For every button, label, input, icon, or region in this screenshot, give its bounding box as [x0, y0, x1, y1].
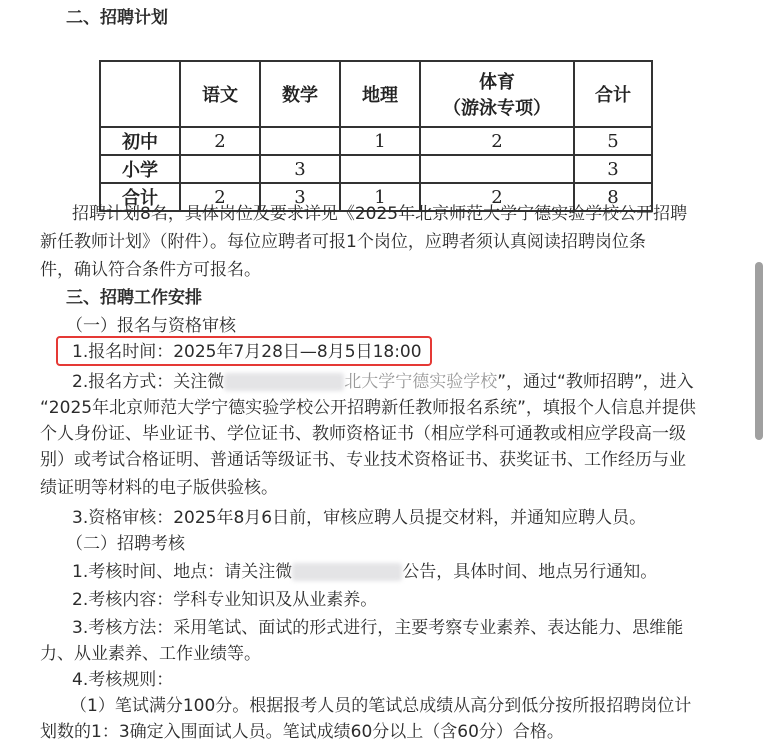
registration-method-suffix: ”，通过“教师招聘”，进入: [497, 372, 694, 392]
registration-method-line: “2025年北京师范大学宁德实验学校公开招聘新任教师报名系统”，填报个人信息并提供: [40, 398, 696, 418]
table-cell: [420, 155, 574, 183]
table-cell: 2: [180, 183, 260, 211]
table-cell: 3: [260, 183, 340, 211]
redacted-text: [292, 563, 402, 581]
table-cell: 8: [574, 183, 652, 211]
table-header-cell: 地理: [340, 61, 420, 127]
table-header-cell: 数学: [260, 61, 340, 127]
sports-sub-label: （游泳专项）: [443, 98, 551, 119]
sports-label: 体育: [479, 72, 515, 93]
exam-method-line: 力、从业素养、工作业绩等。: [40, 644, 261, 664]
row-label: 小学: [100, 155, 180, 183]
subsection-heading-registration: （一）报名与资格审核: [66, 316, 236, 336]
table-cell: 1: [340, 127, 420, 155]
registration-method-line: 个人身份证、毕业证书、学位证书、教师资格证书（相应学科可通教或相应学段高一级: [40, 424, 686, 444]
exam-time-line: [72, 560, 657, 584]
exam-rule-1-line: 划数的1：3确定入围面试人员。笔试成绩60分以上（含60分）合格。: [40, 722, 564, 742]
table-header-cell-sports: [420, 61, 574, 127]
scrollbar-thumb[interactable]: [755, 262, 763, 440]
table-header-cell: 语文: [180, 61, 260, 127]
registration-method-prefix: 2.报名方式：关注微: [72, 372, 225, 392]
table-cell: 1: [340, 183, 420, 211]
row-label: 初中: [100, 127, 180, 155]
subsection-heading-exam: （二）招聘考核: [66, 534, 185, 554]
table-cell: 3: [260, 155, 340, 183]
registration-method-line: [72, 370, 694, 394]
qualification-review-line: 3.资格审核：2025年8月6日前，审核应聘人员提交材料，并通知应聘人员。: [72, 508, 647, 528]
plan-paragraph-line: 新任教师计划》（附件）。每位应聘者可报1个岗位，应聘者须认真阅读招聘岗位条: [40, 232, 646, 252]
registration-method-line: 绩证明等材料的电子版供验核。: [40, 478, 278, 498]
section-heading-arrangement: 三、招聘工作安排: [66, 288, 202, 308]
registration-method-middle: 北大学宁德实验学校: [344, 372, 498, 392]
table-cell: 2: [420, 183, 574, 211]
exam-method-line: 3.考核方法：采用笔试、面试的形式进行，主要考察专业素养、表达能力、思维能: [72, 618, 684, 638]
recruitment-plan-table: [99, 60, 653, 212]
plan-paragraph-line: 件，确认符合条件方可报名。: [40, 260, 261, 280]
registration-time-line: 1.报名时间：2025年7月28日—8月5日18:00: [72, 342, 422, 362]
section-heading-plan: 二、招聘计划: [66, 8, 168, 28]
table-cell: 2: [180, 127, 260, 155]
exam-rule-1-line: （1）笔试满分100分。根据报考人员的笔试总成绩从高分到低分按所报招聘岗位计: [70, 696, 692, 716]
table-header-row: [100, 61, 652, 127]
table-header-cell: 合计: [574, 61, 652, 127]
exam-time-suffix: 公告，具体时间、地点另行通知。: [402, 562, 658, 582]
table-cell: 5: [574, 127, 652, 155]
table-cell: [180, 155, 260, 183]
redacted-text: [224, 373, 344, 391]
highlight-box: [56, 336, 432, 366]
exam-rules-line: 4.考核规则：: [72, 670, 174, 690]
table-cell: 3: [574, 155, 652, 183]
row-label: 合计: [100, 183, 180, 211]
table-row: [100, 127, 652, 155]
table-cell: 2: [420, 127, 574, 155]
table-cell: [260, 127, 340, 155]
table-row: [100, 155, 652, 183]
exam-time-prefix: 1.考核时间、地点：请关注微: [72, 562, 293, 582]
exam-content-line: 2.考核内容：学科专业知识及从业素养。: [72, 590, 378, 610]
table-cell: [340, 155, 420, 183]
plan-paragraph-line: 招聘计划8名，具体岗位及要求详见《2025年北京师范大学宁德实验学校公开招聘: [72, 204, 688, 224]
table-header-cell: [100, 61, 180, 127]
registration-method-line: 别）或考试合格证明、普通话等级证书、专业技术资格证书、获奖证书、工作经历与业: [40, 450, 686, 470]
